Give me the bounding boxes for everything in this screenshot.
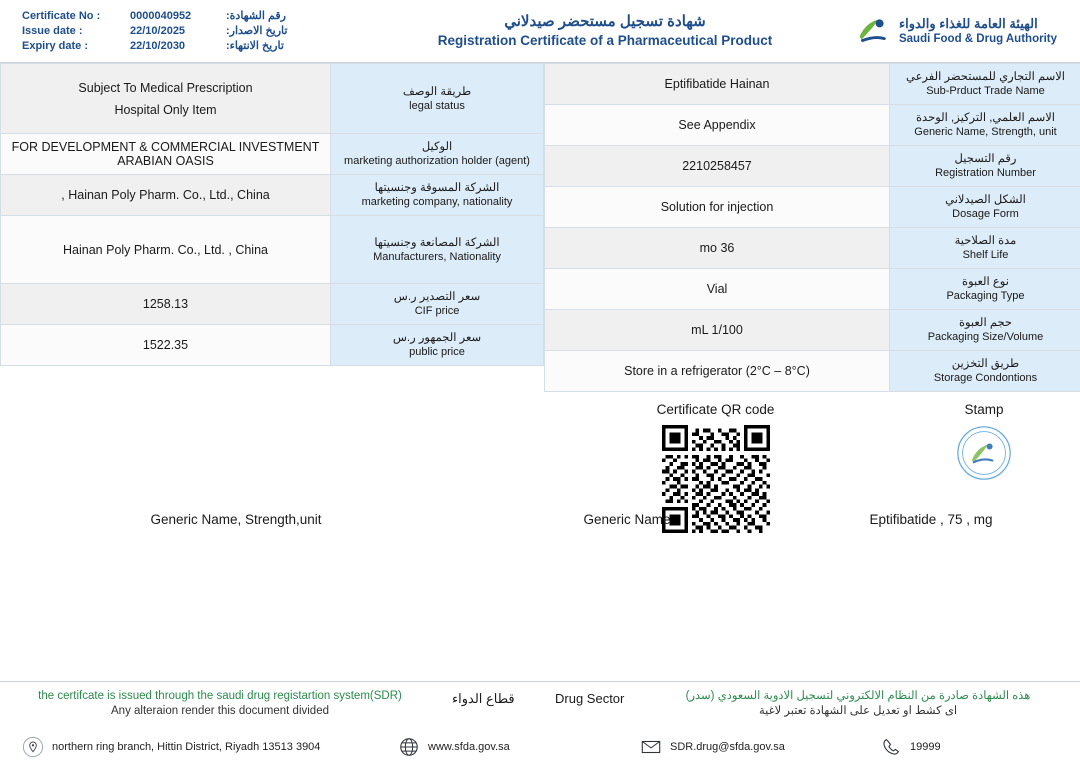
mah-agent-line1: FOR DEVELOPMENT & COMMERCIAL INVESTMENT [11, 140, 320, 154]
marketing-company-label [331, 175, 544, 216]
packaging-type-value: Vial [545, 269, 890, 310]
legal-status-label-ar: طريقة الوصف [402, 85, 472, 98]
qr-caption: Certificate QR code [656, 402, 775, 417]
footer-contacts [0, 730, 1080, 764]
sdr-note-ar-line2: اى كشط او تعديل على الشهادة تعتبر لاغية [758, 705, 958, 717]
certificate-no-row [22, 9, 380, 24]
shelf-life-label-en: Shelf Life [962, 249, 1009, 261]
manufacturer-value: Hainan Poly Pharm. Co., Ltd. , China [1, 216, 331, 284]
cif-price-label-en: CIF price [414, 305, 460, 317]
trade-name-label [890, 64, 1080, 105]
marketing-company-value: , Hainan Poly Pharm. Co., Ltd., China [1, 175, 331, 216]
legal-status-line1: Subject To Medical Prescription [78, 80, 253, 95]
registration-number-label-en: Registration Number [935, 167, 1036, 179]
certificate-no-label-ar: رقم الشهادة: [226, 9, 286, 22]
manufacturer-label-ar: الشركة المصانعة وجنسيتها [374, 236, 500, 249]
table-row [1, 64, 544, 134]
packaging-type-label [890, 269, 1080, 310]
table-row [1, 325, 544, 366]
footer-notes [0, 688, 1080, 728]
contact-email[interactable] [640, 736, 785, 758]
dosage-form-value: Solution for injection [545, 187, 890, 228]
certificate-header [0, 0, 1080, 63]
registration-number-label-ar: رقم التسجيل [954, 153, 1017, 165]
sdr-note-en-line1: the certifcate is issued through the saudi drug registartion system(SDR) [38, 690, 402, 702]
mah-agent-label [331, 134, 544, 175]
mah-agent-line2: ARABIAN OASIS [117, 154, 214, 168]
sdr-note-en [30, 688, 410, 719]
drug-sector-label-ar: قطاع الدواء [452, 691, 515, 706]
registration-number-label [890, 146, 1080, 187]
table-row [545, 146, 1080, 187]
generic-name-label [890, 105, 1080, 146]
contact-website[interactable] [398, 736, 510, 758]
packaging-type-label-ar: نوع العبوة [962, 276, 1009, 288]
legal-status-value [1, 64, 331, 134]
page-title-en: Registration Certificate of a Pharmaceutical Product [437, 33, 773, 48]
cif-price-label-ar: سعر التصدير ر.س [393, 291, 481, 303]
storage-conditions-label [890, 351, 1080, 392]
marketing-company-label-en: marketing company, nationality [361, 196, 513, 208]
drug-sector-label-en: Drug Sector [555, 691, 625, 706]
sfda-logo-text [899, 16, 1057, 47]
contact-address [22, 736, 320, 758]
sdr-note-en-line2: Any alteraion render this document divided [111, 705, 329, 717]
packaging-size-label-en: Packaging Size/Volume [927, 331, 1044, 343]
dosage-form-label [890, 187, 1080, 228]
issue-date-label: Issue date : [22, 24, 83, 37]
expiry-date-row [22, 39, 380, 54]
authority-name-ar: الهيئة العامة للغذاء والدواء [898, 15, 1038, 31]
issue-date-label-ar: تاريخ الاصدار: [226, 24, 288, 37]
manufacturer-label-en: Manufacturers, Nationality [373, 250, 501, 263]
legal-status-label [331, 64, 544, 134]
certificate-footer [0, 681, 1080, 764]
left-info-table [0, 63, 544, 366]
storage-conditions-label-ar: طريق التخزين [951, 358, 1020, 370]
phone-icon [880, 736, 902, 758]
generic-name-label-ar: الاسم العلمي, التركيز, الوحدة [916, 112, 1055, 124]
sfda-logo [830, 12, 1080, 50]
certificate-body [0, 63, 1080, 392]
shelf-life-label-ar: مدة الصلاحية [954, 235, 1017, 247]
public-price-label [331, 325, 544, 366]
issue-date-row [22, 24, 380, 39]
sdr-note-ar-line1: هذه الشهادة صادرة من النظام الالكتروني لتسجيل الادوية السعودي (سدر) [685, 690, 1031, 702]
legal-status-label-en: legal status [409, 99, 465, 112]
manufacturer-label [331, 216, 544, 284]
mah-agent-label-en: marketing authorization holder (agent) [344, 155, 530, 167]
generic-name-header-mid: Generic Name [583, 512, 671, 527]
table-row [545, 269, 1080, 310]
table-row [1, 134, 544, 175]
table-row [1, 216, 544, 284]
shelf-life-label [890, 228, 1080, 269]
sfda-logo-mark-icon [853, 12, 891, 50]
generic-name-value: See Appendix [545, 105, 890, 146]
generic-name-header-left: Generic Name, Strength,unit [150, 512, 322, 527]
phone-text[interactable]: 19999 [910, 741, 941, 753]
website-text[interactable]: www.sfda.gov.sa [428, 741, 510, 753]
certificate-no-value: 0000040952 [130, 9, 192, 22]
right-info-table [544, 63, 1080, 392]
dosage-form-label-ar: الشكل الصيدلاني [945, 194, 1026, 206]
cif-price-value: 1258.13 [1, 284, 331, 325]
generic-name-row [0, 512, 1080, 527]
sdr-note-ar [678, 688, 1038, 719]
cif-price-label [331, 284, 544, 325]
trade-name-label-en: Sub-Prduct Trade Name [926, 85, 1045, 97]
email-text[interactable]: SDR.drug@sfda.gov.sa [670, 741, 785, 753]
storage-conditions-label-en: Storage Condontions [933, 372, 1038, 384]
dosage-form-label-en: Dosage Form [952, 208, 1019, 220]
marketing-company-label-ar: الشركة المسوقة وجنسيتها [374, 182, 500, 194]
generic-name-label-en: Generic Name, Strength, unit [914, 126, 1057, 138]
table-row [1, 175, 544, 216]
header-meta-block [0, 9, 380, 54]
trade-name-label-ar: الاسم التجاري للمستحضر الفرعي [905, 71, 1066, 83]
packaging-size-value: mL 1/100 [545, 310, 890, 351]
mah-agent-value [1, 134, 331, 175]
table-row [545, 64, 1080, 105]
page-title-ar: شهادة تسجيل مستحضر صيدلاني [504, 13, 706, 30]
public-price-label-ar: سعر الجمهور ر.س [392, 332, 482, 344]
packaging-size-label [890, 310, 1080, 351]
envelope-icon [640, 736, 662, 758]
storage-conditions-value: Store in a refrigerator (2°C – 8°C) [545, 351, 890, 392]
public-price-label-en: public price [409, 346, 465, 358]
public-price-value: 1522.35 [1, 325, 331, 366]
stamp-caption: Stamp [964, 402, 1004, 417]
registration-number-value: 2210258457 [545, 146, 890, 187]
issue-date-value: 22/10/2025 [130, 24, 186, 37]
packaging-type-label-en: Packaging Type [946, 290, 1025, 302]
expiry-date-label-ar: تاريخ الانتهاء: [226, 39, 284, 52]
mah-agent-label-ar: الوكيل [421, 141, 453, 153]
legal-status-line2: Hospital Only Item [114, 102, 217, 117]
table-row [545, 351, 1080, 392]
page-title [380, 12, 830, 50]
table-row [545, 310, 1080, 351]
table-row [545, 105, 1080, 146]
contact-phone[interactable] [880, 736, 941, 758]
table-row [1, 284, 544, 325]
certificate-no-label: Certificate No : [22, 9, 101, 22]
table-row [545, 228, 1080, 269]
table-row [545, 187, 1080, 228]
official-stamp-icon [956, 425, 1012, 481]
expiry-date-label: Expiry date : [22, 39, 89, 52]
shelf-life-value: mo 36 [545, 228, 890, 269]
globe-icon [398, 736, 420, 758]
expiry-date-value: 22/10/2030 [130, 39, 186, 52]
trade-name-value: Eptifibatide Hainan [545, 64, 890, 105]
address-text: northern ring branch, Hittin District, Riyadh 13513 3904 [52, 741, 321, 753]
authority-name-en: Saudi Food & Drug Authority [898, 32, 1057, 45]
generic-name-value-right: Eptifibatide , 75 , mg [869, 512, 993, 527]
location-pin-icon [22, 736, 44, 758]
packaging-size-label-ar: حجم العبوة [958, 317, 1013, 329]
